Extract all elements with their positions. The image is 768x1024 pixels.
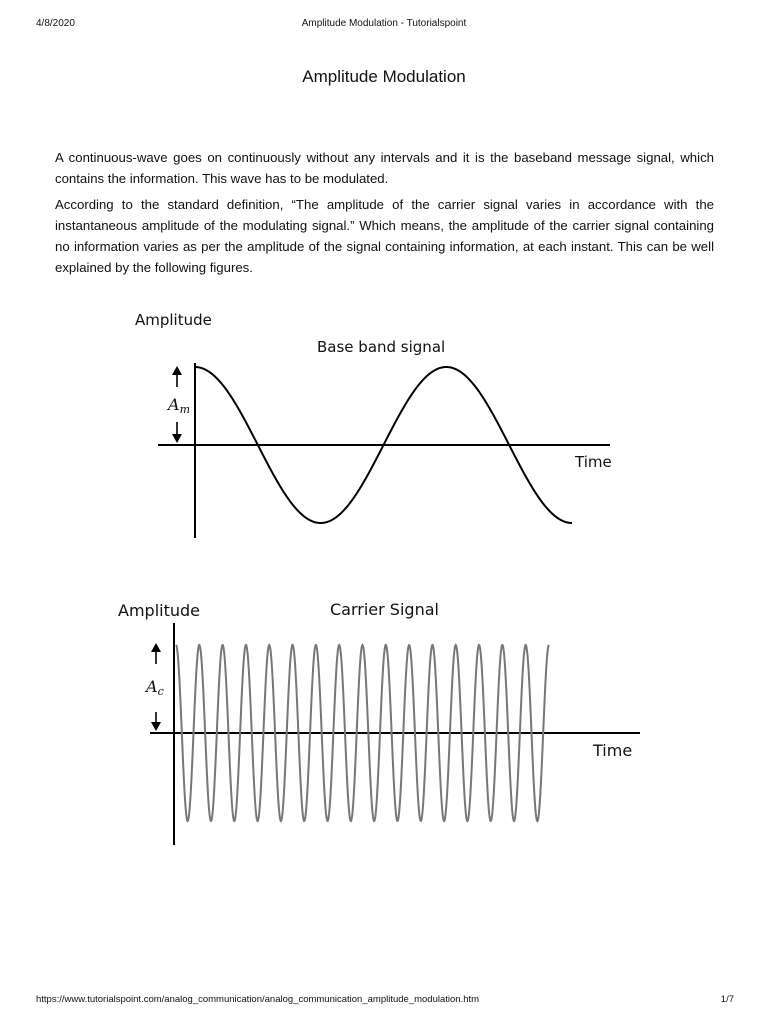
baseband-y-label: Amplitude — [135, 311, 212, 329]
carrier-title: Carrier Signal — [330, 600, 439, 619]
paragraph-baseband: A continuous-wave goes on continuously without any intervals and it is the baseband message signal, which contains the information. This wave has to be modulated. — [55, 150, 714, 186]
baseband-title: Base band signal — [317, 338, 446, 356]
footer-url: https://www.tutorialspoint.com/analog_communication/analog_communication_amplitude_modulation.htm — [36, 994, 480, 1005]
footer-page-number: 1/7 — [720, 994, 734, 1005]
document-title: Amplitude Modulation — [302, 67, 466, 86]
baseband-down-arrowhead — [172, 434, 182, 443]
carrier-x-label: Time — [593, 741, 633, 760]
carrier-amplitude-marker — [144, 643, 164, 731]
baseband-signal-figure — [0, 295, 768, 555]
baseband-up-arrowhead — [172, 366, 182, 375]
carrier-y-label: Amplitude — [118, 601, 200, 620]
print-date: 4/8/2020 — [36, 18, 75, 29]
baseband-x-label: Time — [575, 453, 612, 471]
carrier-signal-figure — [0, 585, 768, 855]
print-page-title: Amplitude Modulation - Tutorialspoint — [301, 18, 467, 29]
carrier-up-arrowhead — [151, 643, 161, 652]
baseband-amplitude-marker — [166, 366, 190, 443]
carrier-down-arrowhead — [151, 722, 161, 731]
paragraph-definition: According to the standard definition, “The amplitude of the carrier signal varies in accordance with the instantaneous amplitude of the modulating signal.” Which means, the amplitude of the carrier signal containing no information varies as per the amplitude of the signal containing information, at each instant. This can be well explained by the following figures. — [55, 197, 714, 275]
baseband-amplitude-symbol: Am — [168, 395, 190, 416]
carrier-amplitude-symbol: Ac — [146, 677, 164, 698]
